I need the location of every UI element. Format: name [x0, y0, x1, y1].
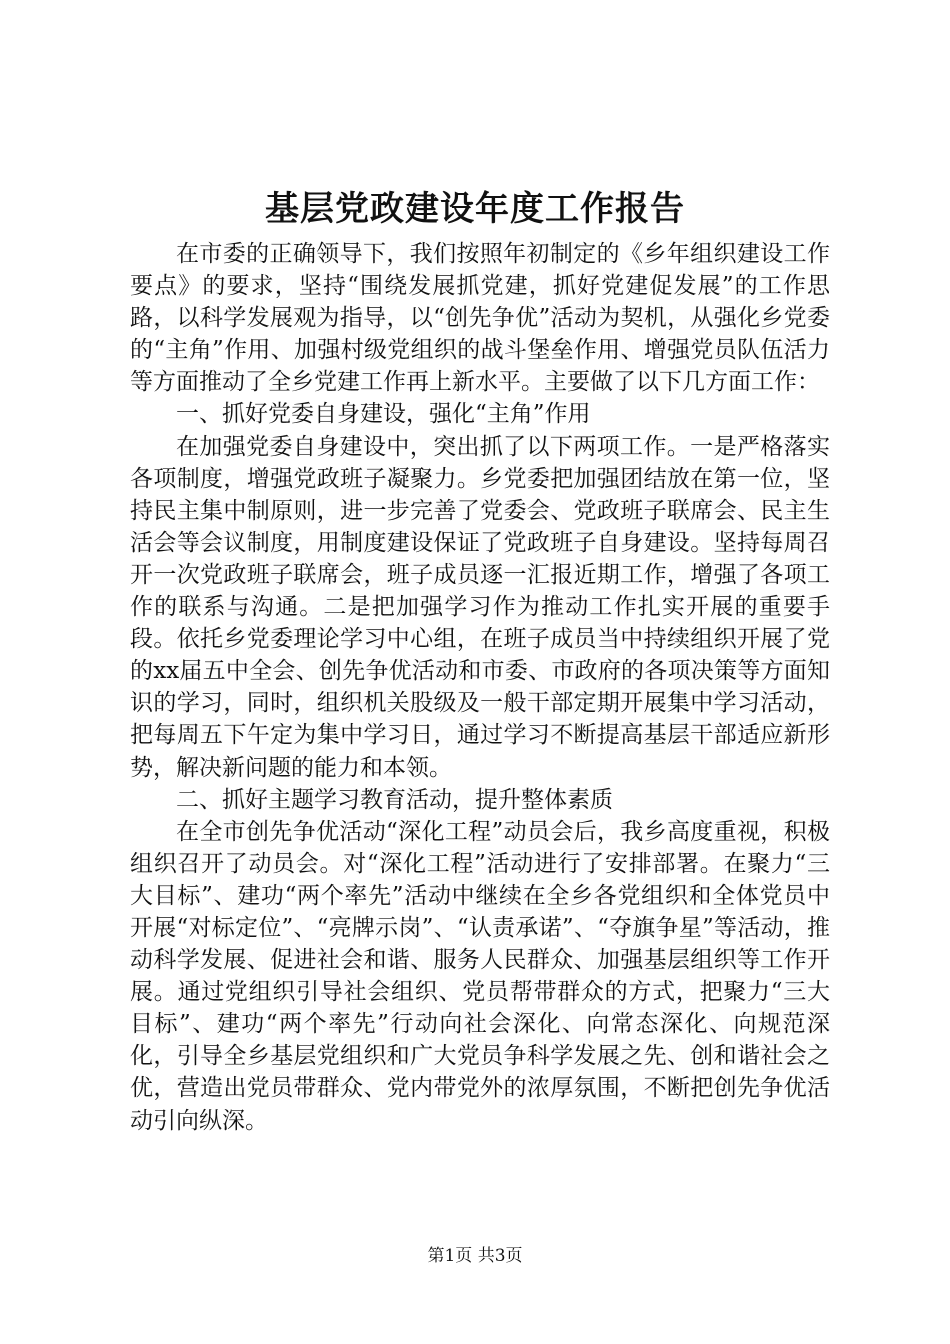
document-title: 基层党政建设年度工作报告 — [265, 189, 685, 229]
document-body — [130, 238, 830, 1137]
section-2-paragraph: 在全市创先争优活动“深化工程”动员会后，我乡高度重视，积极组织召开了动员会。对“深化工程”活动进行了安排部署。在聚力“三大目标”、建功“两个率先”活动中继续在全乡各党组织和全体党员中开展“对标定位”、“亮牌示岗”、“认责承诺”、“夺旗争星”等活动，推动科学发展、促进社会和谐、服务人民群众、加强基层组织等工作开展。通过党组织引导社会组织、党员帮带群众的方式，把聚力“三大目标”、建功“两个率先”行动向社会深化、向常态深化、向规范深化，引导全乡基层党组织和广大党员争科学发展之先、创和谐社会之优，营造出党员带群众、党内带党外的浓厚氛围，不断把创先争优活动引向纵深。 — [130, 818, 830, 1134]
section-1-paragraph: 在加强党委自身建设中，突出抓了以下两项工作。一是严格落实各项制度，增强党政班子凝聚力。乡党委把加强团结放在第一位，坚持民主集中制原则，进一步完善了党委会、党政班子联席会、民主生活会等会议制度，用制度建设保证了党政班子自身建设。坚持每周召开一次党政班子联席会，班子成员逐一汇报近期工作，增强了各项工作的联系与沟通。二是把加强学习作为推动工作扎实开展的重要手段。依托乡党委理论学习中心组，在班子成员当中持续组织开展了党的xx届五中全会、创先争优活动和市委、市政府的各项决策等方面知识的学习，同时，组织机关股级及一般干部定期开展集中学习活动，把每周五下午定为集中学习日，通过学习不断提高基层干部适应新形势，解决新问题的能力和本领。 — [130, 433, 830, 781]
section-heading-2: 二、抓好主题学习教育活动，提升整体素质 — [176, 786, 613, 813]
section-heading-1: 一、抓好党委自身建设，强化“主角”作用 — [176, 401, 591, 428]
intro-paragraph: 在市委的正确领导下，我们按照年初制定的《乡年组织建设工作要点》的要求，坚持“围绕发展抓党建，抓好党建促发展”的工作思路，以科学发展观为指导，以“创先争优”活动为契机，从强化乡党委的“主角”作用、加强村级党组织的战斗堡垒作用、增强党员队伍活力等方面推动了全乡党建工作再上新水平。主要做了以下几方面工作： — [130, 241, 830, 396]
page-number-footer: 第1页 共3页 — [427, 1246, 523, 1266]
